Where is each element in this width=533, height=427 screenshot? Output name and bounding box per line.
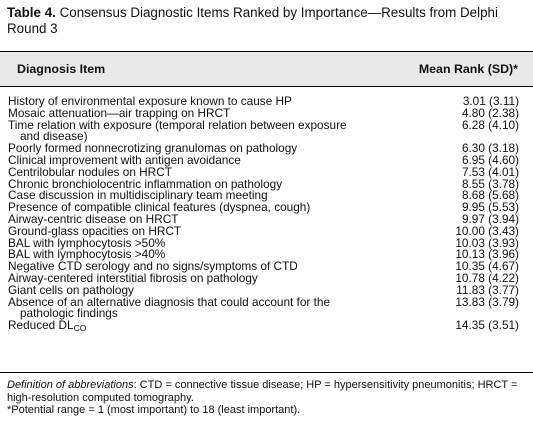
diagnosis-item-text: BAL with lymphocytosis >40% [8,247,166,262]
mean-rank-cell: 11.83 (3.77) [456,282,519,297]
mean-rank-cell: 10.35 (4.67) [455,259,519,274]
table-number: Table 4. [7,5,56,20]
diagnosis-item-text: Mosaic attenuation—air trapping on HRCT [8,105,231,120]
table-footnote [7,379,527,417]
diagnosis-item-text: History of environmental exposure known to cause HP [8,94,292,108]
diagnosis-item-text: Centrilobular nodules on HRCT [8,164,172,179]
diagnosis-item-continuation: and disease) [20,129,88,144]
diagnosis-item-continuation: pathologic findings [20,306,118,321]
table-header [0,51,533,87]
diagnosis-item-text: Chronic bronchiolocentric inflammation on pathology [8,176,283,191]
table-body [0,96,533,335]
diagnosis-item-text: BAL with lymphocytosis >50% [8,235,166,250]
diagnosis-item-text: Poorly formed nonnecrotizing granulomas on pathology [8,141,298,156]
table-row [0,117,533,144]
table-title: Consensus Diagnostic Items Ranked by Importance—Results from Delphi Round 3 [7,5,498,36]
diagnosis-item-text: Negative CTD serology and no signs/symptoms of CTD [8,259,298,274]
diagnosis-item-text: Presence of compatible clinical features (dyspnea, cough) [8,200,311,215]
mean-rank-cell: 8.55 (3.78) [461,176,519,191]
mean-rank-cell: 6.28 (4.10) [461,117,519,132]
table-bottom-rule [0,372,533,373]
diagnosis-item-text: Case discussion in multidisciplinary team meeting [8,188,268,203]
diagnosis-item-cell [0,117,400,144]
mean-rank-cell: 10.13 (3.96) [455,247,519,262]
mean-rank-cell: 6.30 (3.18) [461,141,519,156]
diagnosis-item-text: Ground-glass opacities on HRCT [8,223,182,238]
diagnosis-item-text: Airway-centric disease on HRCT [8,211,179,226]
mean-rank-cell: 9.97 (3.94) [461,211,519,226]
mean-rank-cell: 8.68 (5.68) [461,188,519,203]
diagnosis-item-text: Time relation with exposure (temporal relation between exposure [8,117,347,132]
mean-rank-cell: 14.35 (3.51) [455,318,519,333]
diagnosis-item-text: Giant cells on pathology [8,282,134,297]
abbreviations-text: : CTD = connective tissue disease; HP = hypersensitivity pneumonitis; HRCT = high-resolution computed tomography. [7,379,518,404]
mean-rank-cell: 10.03 (3.93) [455,235,519,250]
diagnosis-item-text: Absence of an alternative diagnosis that could account for the [8,294,331,309]
mean-rank-cell: 9.95 (5.53) [461,200,519,215]
range-note: *Potential range = 1 (most important) to 18 (least important). [7,404,301,417]
mean-rank-cell: 10.00 (3.43) [455,223,519,238]
diagnosis-item-cell [0,294,400,321]
mean-rank-cell: 13.83 (3.79) [455,294,519,309]
diagnosis-item-subscript: CO [73,323,87,334]
column-header-mean-rank: Mean Rank (SD)* [418,62,518,76]
column-header-diagnosis-item: Diagnosis Item [17,62,106,76]
abbreviations-label: Definition of abbreviations [7,379,134,391]
diagnosis-item-text: Reduced DL [8,318,74,333]
mean-rank-cell: 3.01 (3.11) [462,94,519,108]
table-caption [7,5,527,37]
diagnosis-item-cell [0,320,400,335]
table-row [0,320,533,335]
mean-rank-cell: 4.80 (2.38) [461,105,519,120]
mean-rank-cell: 6.95 (4.60) [461,152,519,167]
mean-rank-cell: 10.78 (4.22) [455,270,519,285]
table-row [0,294,533,321]
diagnosis-item-text: Airway-centered interstitial fibrosis on pathology [8,270,258,285]
diagnosis-item-text: Clinical improvement with antigen avoidance [8,152,241,167]
abbreviations-note [7,379,527,404]
mean-rank-cell: 7.53 (4.01) [461,164,519,179]
